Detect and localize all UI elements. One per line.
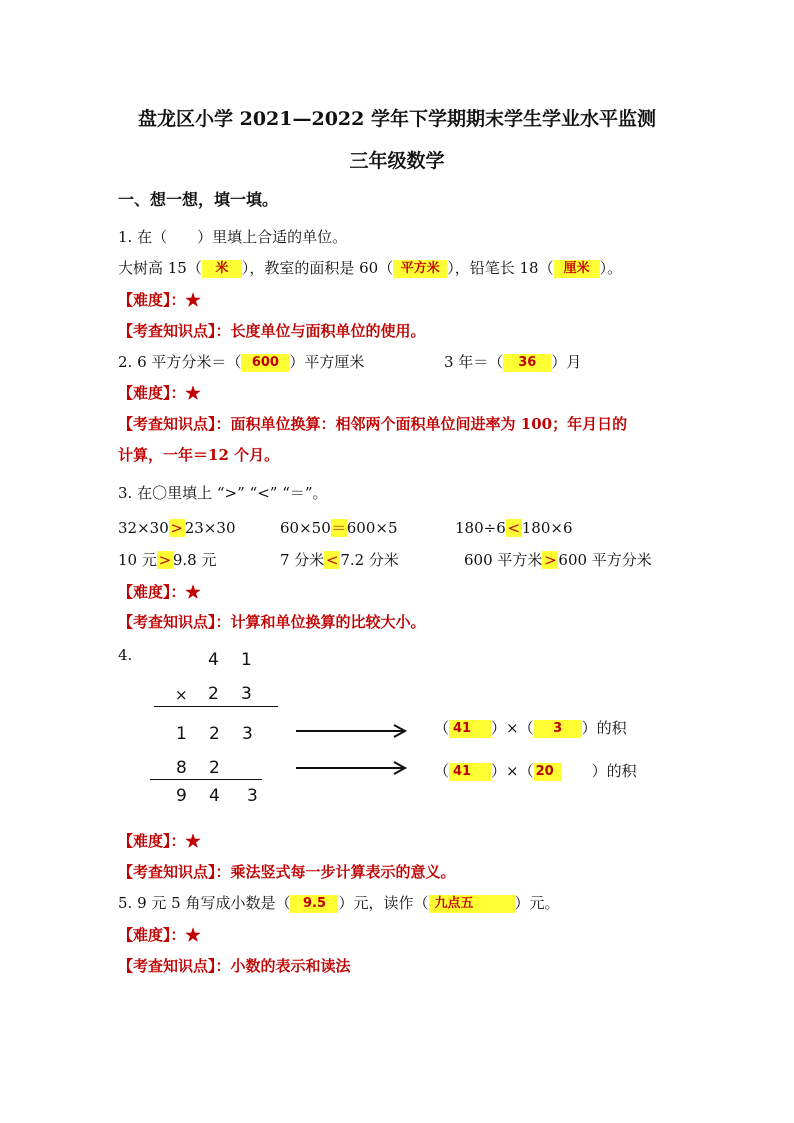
difficulty-label: 【难度】	[118, 832, 171, 850]
knowledge-text: 乘法竖式每一步计算表示的意义。	[230, 863, 456, 881]
times-sign-icon: ×	[175, 686, 188, 704]
q3-right: 600×5	[346, 519, 398, 537]
q3-right: 9.8 元	[172, 551, 217, 569]
q3-right: 7.2 分米	[340, 551, 399, 569]
q3-knowledge	[118, 612, 426, 632]
q2-text-3: 3 年＝（	[444, 353, 504, 371]
q5-line	[118, 893, 560, 913]
q2-knowledge-cont: 计算，一年＝12 个月。	[118, 446, 280, 464]
q3-compare-4	[118, 550, 216, 570]
star-icon: ★	[185, 291, 201, 309]
star-icon: ★	[185, 384, 201, 402]
q4-label: ）的积	[581, 719, 627, 737]
q1-line	[118, 258, 622, 278]
q3-left: 10 元	[118, 551, 157, 569]
q4-digit: 4	[209, 786, 220, 806]
q2-answer-2: 36	[503, 354, 551, 372]
difficulty-sep: ：	[170, 291, 186, 309]
q4-knowledge	[118, 862, 456, 882]
q3-symbol: ＝	[331, 519, 347, 537]
q1-text-2: ），教室的面积是 60（	[241, 259, 394, 277]
q4-digit: 2	[209, 758, 220, 778]
q3-symbol: >	[158, 551, 172, 569]
q5-text-1: 5. 9 元 5 角写成小数是（	[118, 894, 291, 912]
right-arrow-icon	[296, 762, 405, 774]
q4-digit: 4	[208, 650, 219, 670]
knowledge-label: 【考查知识点】	[118, 613, 216, 631]
q2-answer-1: 600	[241, 354, 289, 372]
q2-line-b	[444, 352, 581, 372]
q3-symbol: >	[544, 551, 557, 569]
right-arrow-icon	[296, 725, 405, 737]
q2-text-4: ）月	[551, 353, 582, 371]
knowledge-sep: ：	[215, 613, 231, 631]
q1-answer-1: 米	[202, 260, 242, 278]
q1-stem: 1. 在（ ）里填上合适的单位。	[118, 228, 348, 246]
knowledge-text: 长度单位与面积单位的使用。	[230, 322, 426, 340]
q3-compare-2	[280, 518, 398, 538]
section-heading: 一、想一想，填一填。	[118, 190, 279, 209]
q1-text-4: ）。	[599, 259, 623, 277]
q3-stem: 3. 在〇里填上 “>” “<” “＝”。	[118, 484, 328, 502]
q4-number: 4.	[118, 646, 133, 664]
q3-left: 600 平方米	[464, 551, 543, 569]
q3-left: 180÷6	[455, 519, 506, 537]
q5-text-2: ）元，读作（	[338, 894, 429, 912]
q1-answer-3: 厘米	[554, 260, 600, 278]
knowledge-label: 【考查知识点】	[118, 322, 216, 340]
star-icon: ★	[185, 583, 201, 601]
q4-answer: 20	[534, 763, 562, 781]
q3-right: 180×6	[521, 519, 573, 537]
q4-digit: 2	[208, 684, 219, 704]
q5-text-3: ）元。	[514, 894, 560, 912]
q3-compare-6	[464, 550, 652, 570]
q5-difficulty	[118, 925, 201, 945]
page-subtitle: 三年级数学	[349, 150, 445, 172]
q5-knowledge	[118, 956, 351, 976]
arrow-icons	[294, 722, 410, 778]
q4-paren: （	[434, 719, 450, 737]
q4-digit: 2	[209, 724, 220, 744]
difficulty-sep: ：	[170, 832, 186, 850]
q3-compare-5	[280, 550, 399, 570]
q4-label: ）的积	[591, 762, 637, 780]
q3-compare-1	[118, 518, 236, 538]
q4-paren: ）×（	[491, 719, 534, 737]
q3-left: 7 分米	[280, 551, 325, 569]
knowledge-label: 【考查知识点】	[118, 957, 216, 975]
q4-answer: 3	[534, 720, 582, 738]
q4-digit: 1	[176, 724, 187, 744]
q5-answer-2: 九点五	[429, 895, 515, 913]
q4-answer: 41	[449, 763, 491, 781]
knowledge-text: 小数的表示和读法	[230, 957, 351, 975]
knowledge-label: 【考查知识点】	[118, 415, 216, 433]
q3-symbol: <	[326, 551, 339, 569]
star-icon: ★	[185, 926, 201, 944]
q2-difficulty	[118, 383, 201, 403]
page-title: 盘龙区小学 2021—2022 学年下学期期末学生学业水平监测	[138, 108, 656, 130]
difficulty-sep: ：	[170, 384, 186, 402]
q3-symbol: <	[507, 519, 521, 537]
q4-digit: 3	[242, 724, 253, 744]
q4-paren: ）×（	[491, 762, 534, 780]
difficulty-label: 【难度】	[118, 384, 171, 402]
q3-right: 23×30	[184, 519, 236, 537]
knowledge-text: 计算和单位换算的比较大小。	[230, 613, 426, 631]
knowledge-sep: ：	[215, 322, 231, 340]
knowledge-sep: ：	[215, 415, 231, 433]
difficulty-label: 【难度】	[118, 291, 171, 309]
q3-symbol: >	[170, 519, 184, 537]
q4-digit: 3	[241, 684, 252, 704]
q2-text-2: ）平方厘米	[289, 353, 365, 371]
q4-digit: 8	[176, 758, 187, 778]
q4-meaning-2	[434, 761, 637, 781]
q1-text-1: 大树高 15（	[118, 259, 202, 277]
q4-digit: 1	[241, 650, 252, 670]
q1-answer-2: 平方米	[393, 260, 447, 278]
q1-text-3: ），铅笔长 18（	[447, 259, 554, 277]
q3-difficulty	[118, 582, 201, 602]
q1-knowledge	[118, 321, 426, 341]
q4-difficulty	[118, 831, 201, 851]
difficulty-sep: ：	[170, 926, 186, 944]
q3-compare-3	[455, 518, 573, 538]
knowledge-text: 面积单位换算：相邻两个面积单位间进率为 100；年月日的	[230, 415, 628, 433]
difficulty-sep: ：	[170, 583, 186, 601]
q4-digit: 9	[176, 786, 187, 806]
q4-rule-1	[154, 706, 278, 707]
q4-digit: 3	[247, 786, 258, 806]
q2-line-a	[118, 352, 364, 372]
q3-left: 32×30	[118, 519, 169, 537]
star-icon: ★	[185, 832, 201, 850]
q1-difficulty	[118, 290, 201, 310]
q3-right: 600 平方分米	[558, 551, 652, 569]
difficulty-label: 【难度】	[118, 583, 171, 601]
knowledge-sep: ：	[215, 863, 231, 881]
q4-paren: （	[434, 762, 450, 780]
knowledge-label: 【考查知识点】	[118, 863, 216, 881]
q4-answer: 41	[449, 720, 491, 738]
q3-left: 60×50	[280, 519, 331, 537]
knowledge-sep: ：	[215, 957, 231, 975]
q4-meaning-1	[434, 718, 627, 738]
q2-text-1: 2. 6 平方分米＝（	[118, 353, 242, 371]
q4-rule-2	[150, 779, 262, 780]
difficulty-label: 【难度】	[118, 926, 171, 944]
q5-answer-1: 9.5	[290, 895, 338, 913]
q2-knowledge	[118, 414, 627, 434]
